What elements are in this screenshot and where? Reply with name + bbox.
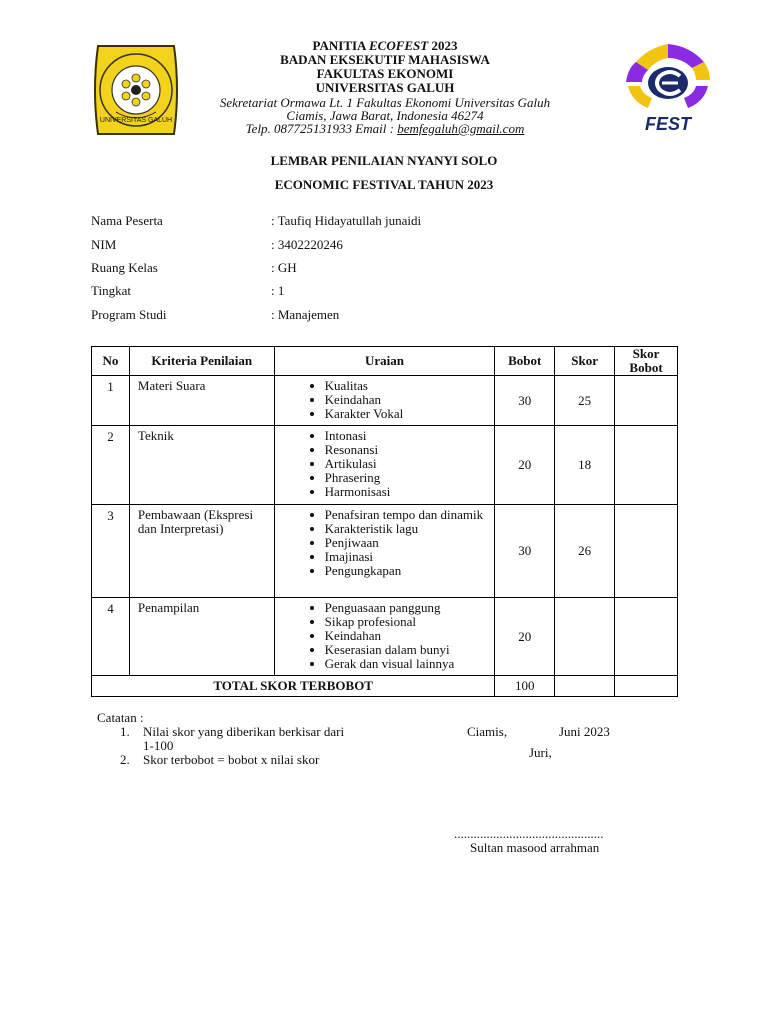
signature-role: Juri, xyxy=(529,745,552,760)
table-row xyxy=(92,505,678,598)
row-no: 2 xyxy=(92,426,130,505)
field-label-ruang: Ruang Kelas xyxy=(91,260,158,275)
header-address-1: Sekretariat Ormawa Lt. 1 Fakultas Ekonomi Universitas Galuh xyxy=(219,95,551,110)
header-address-2: Ciamis, Jawa Barat, Indonesia 46274 xyxy=(286,108,484,123)
row-skor-bobot[interactable] xyxy=(615,598,678,676)
row-kriteria: Materi Suara xyxy=(129,376,274,426)
university-seal-logo xyxy=(88,40,184,140)
header-line-3: FAKULTAS EKONOMI xyxy=(316,66,454,81)
row-no: 4 xyxy=(92,598,130,676)
row-kriteria: Penampilan xyxy=(129,598,274,676)
field-label-nama: Nama Peserta xyxy=(91,213,163,228)
form-subtitle: ECONOMIC FESTIVAL TAHUN 2023 xyxy=(274,177,494,192)
list-item: • Penafsiran tempo dan dinamik xyxy=(325,508,495,522)
fest-logo-text: FEST xyxy=(644,114,692,134)
signature-line: .............................................. xyxy=(454,826,604,841)
field-value-tingkat: : 1 xyxy=(271,283,285,298)
row-skor[interactable]: 18 xyxy=(555,426,615,505)
table-header-row xyxy=(92,347,678,376)
signature-name: Sultan masood arrahman xyxy=(470,840,600,855)
score-table xyxy=(91,346,678,697)
header-line-1 xyxy=(190,38,580,53)
list-item: • Keserasian dalam bunyi xyxy=(325,643,495,657)
total-skor-bobot[interactable] xyxy=(615,676,678,697)
table-total-row xyxy=(92,676,678,697)
list-item: • Keindahan xyxy=(325,393,495,407)
total-bobot: 100 xyxy=(495,676,555,697)
notes-item-2: Skor terbobot = bobot x nilai skor xyxy=(143,752,320,767)
list-item: • Penjiwaan xyxy=(325,536,495,550)
form-title: LEMBAR PENILAIAN NYANYI SOLO xyxy=(270,153,498,168)
field-value-nim: : 3402220246 xyxy=(271,237,343,252)
row-skor[interactable]: 25 xyxy=(555,376,615,426)
fest-logo xyxy=(618,40,718,136)
row-bobot: 30 xyxy=(495,505,555,598)
list-item: • Keindahan xyxy=(325,629,495,643)
list-item: • Karakteristik lagu xyxy=(325,522,495,536)
list-item: • Sikap profesional xyxy=(325,615,495,629)
header-line-4: UNIVERSITAS GALUH xyxy=(315,80,455,95)
list-item: • Artikulasi xyxy=(325,457,495,471)
row-bobot: 20 xyxy=(495,598,555,676)
list-item: • Kualitas xyxy=(325,379,495,393)
list-item: • Gerak dan visual lainnya xyxy=(325,657,495,671)
notes-item-1: Nilai skor yang diberikan berkisar dari 1-100 xyxy=(143,724,345,753)
header-bobot: Bobot xyxy=(495,347,555,376)
row-bobot: 20 xyxy=(495,426,555,505)
notes-heading: Catatan : xyxy=(97,710,144,725)
list-item: • Phrasering xyxy=(325,471,495,485)
list-item: • Intonasi xyxy=(325,429,495,443)
header-contact xyxy=(190,121,580,136)
list-item: • Pengungkapan xyxy=(325,564,495,578)
row-uraian xyxy=(274,598,495,676)
row-skor-bobot[interactable] xyxy=(615,376,678,426)
field-label-tingkat: Tingkat xyxy=(91,283,131,298)
header-kriteria: Kriteria Penilaian xyxy=(129,347,274,376)
field-value-nama: : Taufiq Hidayatullah junaidi xyxy=(271,213,422,228)
row-skor[interactable] xyxy=(555,598,615,676)
header-email-link[interactable]: bemfegaluh@gmail.com xyxy=(397,121,525,136)
row-no: 3 xyxy=(92,505,130,598)
row-bobot: 30 xyxy=(495,376,555,426)
list-item: • Karakter Vokal xyxy=(325,407,495,421)
header-no: No xyxy=(92,347,130,376)
total-skor[interactable] xyxy=(555,676,615,697)
header-uraian: Uraian xyxy=(274,347,495,376)
row-kriteria: Teknik xyxy=(129,426,274,505)
field-label-nim: NIM xyxy=(91,237,117,252)
row-uraian xyxy=(274,376,495,426)
row-skor-bobot[interactable] xyxy=(615,426,678,505)
row-no: 1 xyxy=(92,376,130,426)
header-skor-bobot: Skor Bobot xyxy=(615,347,678,376)
seal-text: UNIVERSITAS GALUH xyxy=(99,117,173,124)
header-line-2: BADAN EKSEKUTIF MAHASISWA xyxy=(280,52,490,67)
field-label-prodi: Program Studi xyxy=(91,307,167,322)
list-item: • Harmonisasi xyxy=(325,485,495,499)
row-skor[interactable]: 26 xyxy=(555,505,615,598)
list-item: • Imajinasi xyxy=(325,550,495,564)
row-uraian xyxy=(274,505,495,598)
header-line-1-prefix: PANITIA xyxy=(312,38,369,53)
table-row xyxy=(92,426,678,505)
header-line-1-italic: ECOFEST xyxy=(368,38,429,53)
signature-place: Ciamis, xyxy=(467,724,508,739)
total-label: TOTAL SKOR TERBOBOT xyxy=(92,676,495,697)
list-item: • Resonansi xyxy=(325,443,495,457)
field-value-ruang: : GH xyxy=(271,260,297,275)
notes-number-1: 1. xyxy=(120,724,130,739)
row-skor-bobot[interactable] xyxy=(615,505,678,598)
notes-number-2: 2. xyxy=(120,752,130,767)
header-skor: Skor xyxy=(555,347,615,376)
table-row xyxy=(92,376,678,426)
row-uraian xyxy=(274,426,495,505)
header-contact-prefix: Telp. 087725131933 Email : xyxy=(245,121,398,136)
list-item: • Penguasaan panggung xyxy=(325,601,495,615)
row-kriteria: Pembawaan (Ekspresi dan Interpretasi) xyxy=(129,505,274,598)
table-row xyxy=(92,598,678,676)
header-line-1-suffix: 2023 xyxy=(428,38,458,53)
field-value-prodi: : Manajemen xyxy=(271,307,340,322)
signature-date: Juni 2023 xyxy=(559,724,610,739)
